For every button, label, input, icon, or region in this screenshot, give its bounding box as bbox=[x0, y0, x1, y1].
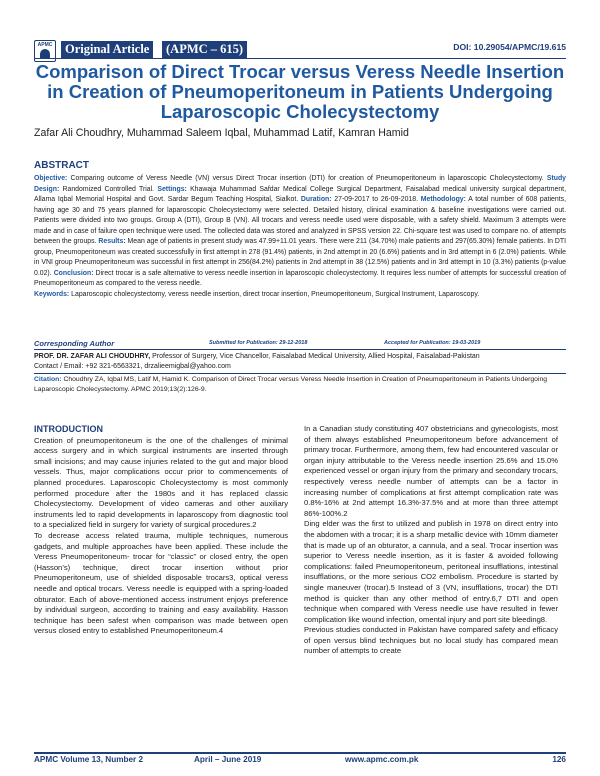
footer-journal: APMC Volume 13, Number 2 bbox=[34, 755, 144, 764]
intro-paragraph-3: In a Canadian study constituting 407 obstetricians and gynecologists, most of them always established Pneumoperitoneum before advancement of primary trocar. Furthermore, among them, few had encountered vascular or organ injury attributable to the Veress needle insertion 25.6% and 15.0% experienced vessel or organ injury from the primary and secondary trocars, respectively veress needle number of attempts can be a factor in increasing number of complications at first attempt complication rate was 0.8%-16% at 2nd attempt 16.3%-37.5% and at more than three attempt 86%-100%.2 bbox=[304, 424, 558, 518]
abstract-section bbox=[34, 160, 566, 300]
article-code-badge: (APMC – 615) bbox=[162, 41, 247, 58]
settings-label: Settings: bbox=[157, 185, 187, 193]
footer-divider bbox=[34, 752, 566, 754]
methodology-text: A total number of 608 patients, having age 30 and 75 years planned for laparoscopic Cholecystectomy were selected. Detailed history, clinical examination & baseline investigations were carried out. Patients were divided into two groups. Group A (DTI), Group B (VN). All trocars and veress needle used were disposable, with a safety shield. Maximum 3 attempts were made and in case of failure open technique were used. The collected data was stored and analyzed in SPSS version 22. Chi-square test was used to compare no. of attempts between the groups. bbox=[34, 196, 566, 245]
correspondence-header bbox=[34, 339, 566, 350]
author-list: Zafar Ali Choudhry, Muhammad Saleem Iqbal, Muhammad Latif, Kamran Hamid bbox=[34, 127, 409, 139]
correspondence-body bbox=[34, 352, 566, 371]
abstract-body bbox=[34, 174, 566, 300]
introduction-heading: INTRODUCTION bbox=[34, 424, 103, 434]
footer-website[interactable]: www.apmc.com.pk bbox=[345, 755, 419, 764]
doi-link[interactable]: DOI: 10.29054/APMC/19.615 bbox=[453, 42, 566, 52]
citation-block bbox=[34, 375, 566, 394]
objective-label: Objective: bbox=[34, 175, 68, 182]
intro-paragraph-5: Previous studies conducted in Pakistan have compared safety and efficacy of open versus blind techniques but no local study has compared mean number of attempts to create bbox=[304, 625, 558, 656]
results-label: Results: bbox=[98, 238, 126, 245]
article-type-badge: Original Article bbox=[61, 41, 153, 58]
correspondence-section bbox=[34, 339, 566, 394]
keywords-label: Keywords: bbox=[34, 290, 70, 298]
header-divider bbox=[34, 58, 566, 59]
conclusion-text: Direct trocar is a safe alternative to veress needle insertion in laparoscopic cholecystectomy. It requires less number of attempts for successful creation of Pneumoperitoneum as compared to the veress needle. bbox=[34, 269, 566, 287]
author-affiliation: Professor of Surgery, Vice Chancellor, Faisalabad Medical University, Allied Hospital, Faisalabad-Pakistan bbox=[150, 353, 480, 360]
accepted-date: Accepted for Publication: 19-03-2019 bbox=[384, 340, 481, 346]
intro-paragraph-2: To decrease access related trauma, multiple techniques, numerous gadgets, and multiple approaches have been applied. These include the Veress Pneumoperitoneum- trocar for “classic” or closed entry, the open (Hasson’s) technique, direct trocar insertion without prior Pneumoperitoneum, use of shielded disposable trocars3, optical veress needle and optical trocars. Veress needle is equipped with a spring-loaded obturator. Each of above-mentioned access instrument enjoys preference by individual surgeon, according to training and easy availability. Hasson technique has been safest when comparison was made between open versus closed entry to established Pneumoperitoneum.4 bbox=[34, 530, 288, 636]
intro-paragraph-4: Ding elder was the first to utilized and publish in 1978 on direct entry into the abdomen with a trocar; it is a sharp metallic device with 10mm diameter that is made up of an obturator, a cannula, and a seal. Trocar insertion was superior to Veress needle insertion, as it is faster & avoided following complications: failed Pneumoperitoneum, peritoneal insufflations, intestinal insufflations, or the more serious CO2 embolism. Procedure is started by single maneuver (trocar).5 Instead of 3 (VN, insufflations, trocar) the DTI method is quicker than any other method of entry.6,7 DTI and open technique when compared with Veress needle use have resulted in fewer complication like wound infection, omental injury and port site bleeding8. bbox=[304, 519, 558, 624]
right-column bbox=[304, 424, 558, 657]
citation-text: Choudhry ZA, Iqbal MS, Latif M, Hamid K. Comparison of Direct Trocar versus Veress Needle Insertion in Creation of Pneumoperitoneum in Patients Undergoing Laparoscopic Cholecystectomy. APMC 2019;13(2):126-9. bbox=[34, 376, 548, 393]
page-footer bbox=[34, 755, 566, 767]
author-name: PROF. DR. ZAFAR ALI CHOUDHRY, bbox=[34, 353, 151, 360]
page-number: 126 bbox=[552, 755, 566, 764]
design-text: Randomized Controlled Trial. bbox=[59, 185, 155, 193]
objective-text: Comparing outcome of Veress Needle (VN) versus Direct Trocar insertion (DTI) for creation of Pneumoperitoneum in laparoscopic Cholecystectomy. bbox=[67, 175, 544, 182]
duration-label: Duration: bbox=[300, 196, 332, 203]
citation-label: Citation: bbox=[34, 376, 62, 383]
correspondence-heading: Corresponding Author bbox=[34, 339, 115, 348]
abstract-heading: ABSTRACT bbox=[34, 160, 89, 171]
left-column bbox=[34, 424, 288, 637]
duration-text: 27-09-2017 to 26-09-2018. bbox=[331, 196, 418, 203]
submitted-date: Submitted for Publication: 29-12-2018 bbox=[209, 340, 308, 346]
intro-paragraph-1: Creation of pneumoperitoneum is the one of the challenges of minimal access surgery and in which surgical instruments are inserted through small incisions; and may cause injuries related to the gut and major blood vessels. Thus, major complications occur prior to commencements of planned procedures. Laparoscopic Cholecystectomy is most commonly performed procedure after the 1980s and it has replaced classic Cholecystectomy. Development of video cameras and other auxiliary instruments led to rapid developments in laparoscopy from diagnostic tool to a specialized field in surgery for variety of surgical procedures.2 bbox=[34, 435, 288, 530]
conclusion-label: Conclusion: bbox=[53, 269, 94, 277]
keywords-text: Laparoscopic cholecystectomy, veress needle insertion, direct trocar insertion, Pneumoperitoneum, Surgical Instrument, Laparoscopy. bbox=[69, 290, 480, 298]
footer-issue: April – June 2019 bbox=[194, 755, 262, 764]
results-text: Mean age of patients in present study was 47.99+11.01 years. There were 211 (34.70%) male patients and 297(65.30%) female patients. In DTI group, Pneumoperitoneum was created successfully in first attempt in 278 (91.4%) patients, in 2nd attempt in 20 (6.6%) patients and in 3rd attempt in 6 (2.0%) patients. While in VNI group Pneumoperitoneum was successful in first attempt in 256(84.2%) patients in 2nd attempt in 38 (12.5%) patients and in 3rd attempt in 10 (3.3%) patients (p-value 0.02). bbox=[34, 238, 566, 277]
settings-text: Khawaja Muhammad Safdar Medical College Surgical Department, Faisalabad medical university surgical department, Allama Iqbal Memorial Hospital and Govt. Sardar Begum Teaching Hospital, Sialkot. bbox=[34, 185, 566, 203]
logo-text: APMC bbox=[37, 42, 53, 48]
design-label: Study Design: bbox=[34, 175, 566, 193]
contact-info[interactable]: Contact / Email: +92 321-6563321, drzalieemigbal@yahoo.com bbox=[34, 362, 231, 370]
correspondence-divider bbox=[34, 373, 566, 374]
article-title: Comparison of Direct Trocar versus Veress Needle Insertion in Creation of Pneumoperitoneum in Patients Undergoing Laparoscopic Cholecystectomy bbox=[35, 61, 565, 122]
methodology-label: Methodology: bbox=[420, 196, 466, 203]
